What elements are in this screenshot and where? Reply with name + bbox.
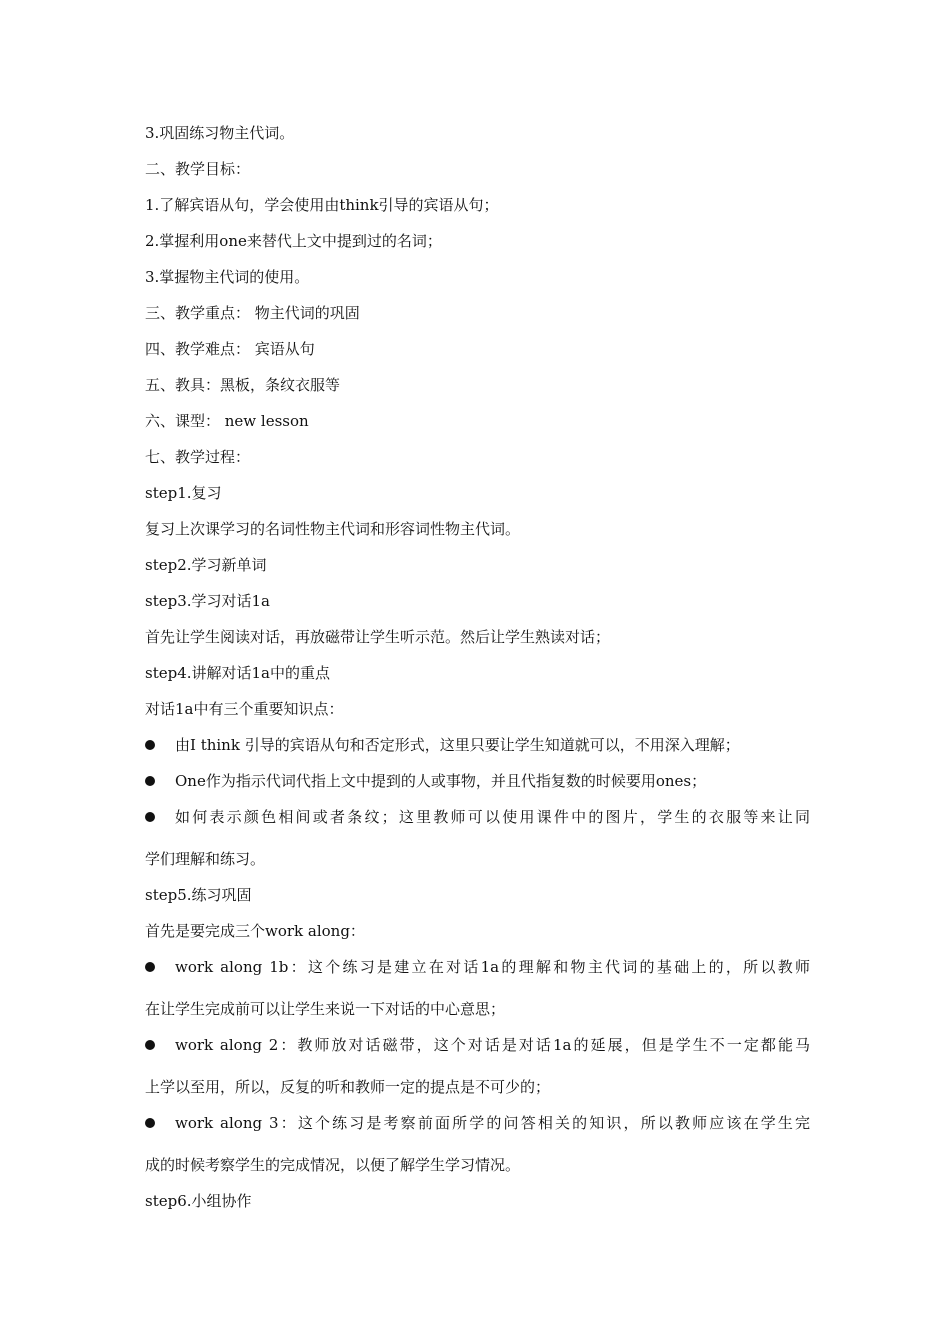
list-item-text: 由I think 引导的宾语从句和否定形式，这里只要让学生知道就可以，不用深入理解； xyxy=(175,736,740,754)
list-item-text: One作为指示代词代指上文中提到的人或事物，并且代指复数的时候要用ones； xyxy=(175,772,707,790)
step-heading: step2.学习新单词 xyxy=(145,556,267,574)
list-item-continuation: 成的时候考察学生的完成情况，以便了解学生学习情况。 xyxy=(145,1156,521,1174)
text-line: 3.巩固练习物主代词。 xyxy=(145,124,295,142)
list-item-text: work along 3：这个练习是考察前面所学的问答相关的知识，所以教师应该在学生完 xyxy=(175,1114,810,1132)
section-heading: 三、教学重点： 物主代词的巩固 xyxy=(145,304,360,322)
step-heading: step4.讲解对话1a中的重点 xyxy=(145,664,331,682)
list-item-text: 如何表示颜色相间或者条纹；这里教师可以使用课件中的图片，学生的衣服等来让同 xyxy=(175,808,810,826)
bullet-icon xyxy=(145,812,155,822)
bullet-icon xyxy=(145,1040,155,1050)
text-line: 2.掌握利用one来替代上文中提到过的名词； xyxy=(145,232,442,250)
list-item xyxy=(145,1034,810,1056)
section-heading: 七、教学过程： xyxy=(145,448,251,466)
step-heading: step1.复习 xyxy=(145,484,222,502)
list-item-continuation: 学们理解和练习。 xyxy=(145,850,266,868)
step-heading: step5.练习巩固 xyxy=(145,886,252,904)
document-page xyxy=(145,122,810,1226)
list-item xyxy=(145,1112,810,1134)
section-heading: 六、课型： new lesson xyxy=(145,412,309,430)
text-line: 3.掌握物主代词的使用。 xyxy=(145,268,310,286)
list-item-continuation: 在让学生完成前可以让学生来说一下对话的中心意思； xyxy=(145,1000,506,1018)
text-line: 首先让学生阅读对话，再放磁带让学生听示范。然后让学生熟读对话； xyxy=(145,628,611,646)
list-item-text: work along 2：教师放对话磁带，这个对话是对话1a的延展，但是学生不一定都能马 xyxy=(175,1036,810,1054)
list-item xyxy=(145,956,810,978)
text-line: 首先是要完成三个work along： xyxy=(145,922,365,940)
step-heading: step6.小组协作 xyxy=(145,1192,252,1210)
step-heading: step3.学习对话1a xyxy=(145,592,271,610)
bullet-icon xyxy=(145,776,155,786)
text-line: 1.了解宾语从句，学会使用由think引导的宾语从句； xyxy=(145,196,499,214)
bullet-icon xyxy=(145,962,155,972)
section-heading: 五、教具：黑板，条纹衣服等 xyxy=(145,376,341,394)
bullet-icon xyxy=(145,740,155,750)
list-item-text: work along 1b：这个练习是建立在对话1a的理解和物主代词的基础上的，所以教师 xyxy=(175,958,810,976)
bullet-icon xyxy=(145,1118,155,1128)
section-heading: 二、教学目标： xyxy=(145,160,251,178)
list-item xyxy=(145,806,810,828)
section-heading: 四、教学难点： 宾语从句 xyxy=(145,340,315,358)
list-item-continuation: 上学以至用，所以，反复的听和教师一定的提点是不可少的； xyxy=(145,1078,551,1096)
text-line: 对话1a中有三个重要知识点： xyxy=(145,700,344,718)
text-line: 复习上次课学习的名词性物主代词和形容词性物主代词。 xyxy=(145,520,521,538)
list-item xyxy=(145,734,810,756)
list-item xyxy=(145,770,810,792)
